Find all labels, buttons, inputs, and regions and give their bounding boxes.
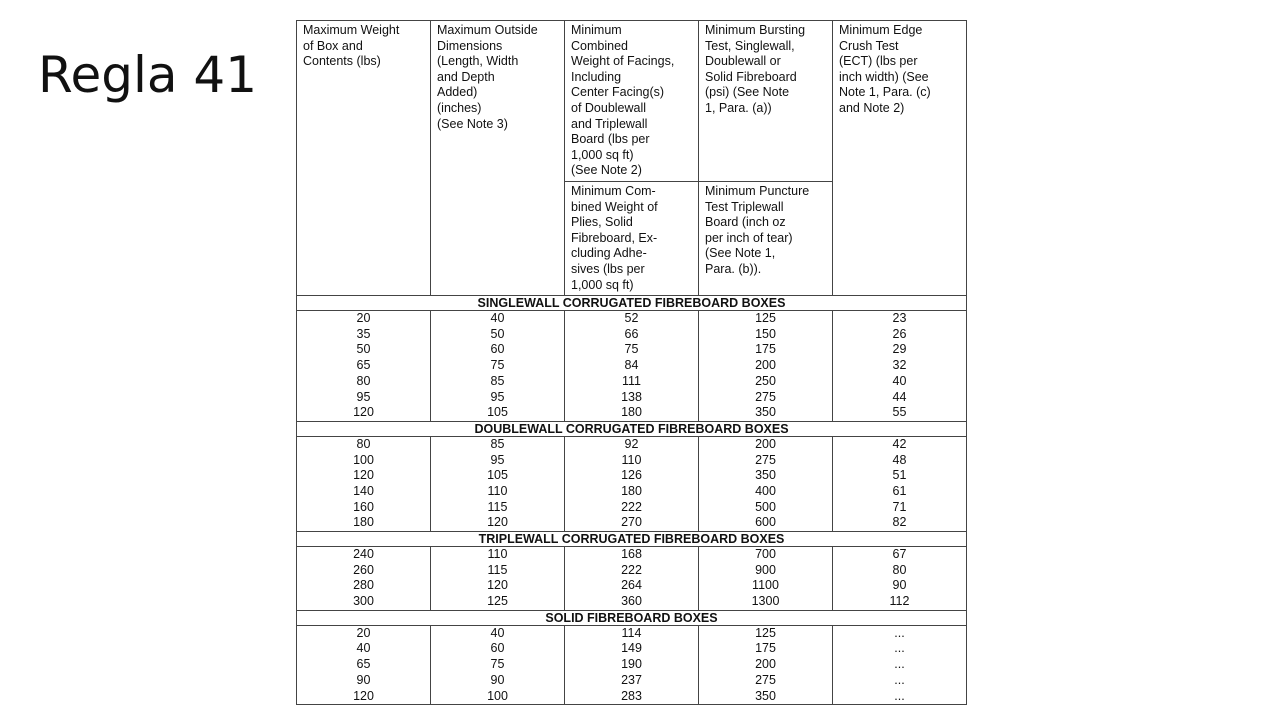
data-column-max-weight xyxy=(297,311,431,422)
header-line: Test, Singlewall, xyxy=(705,38,795,53)
table-cell-value: 50 xyxy=(490,326,505,341)
table-cell-value: 120 xyxy=(353,405,374,420)
header-line: bined Weight of xyxy=(571,199,658,214)
table-cell-value: 20 xyxy=(356,311,371,326)
table-cell-value: 67 xyxy=(892,547,907,562)
header-line: (Length, Width xyxy=(437,54,519,69)
table-cell-value: 400 xyxy=(755,483,776,498)
slide-title: Regla 41 xyxy=(38,46,258,104)
table-cell-value: 100 xyxy=(487,688,508,703)
table-cell-value: 95 xyxy=(490,452,505,467)
section-header-row xyxy=(297,610,967,625)
header-line: Combined xyxy=(571,38,628,53)
table-cell-value: 125 xyxy=(755,625,776,640)
header-line: Minimum Edge xyxy=(839,23,923,37)
header-line: Crush Test xyxy=(839,38,899,53)
data-column-max-dimensions xyxy=(431,625,565,704)
table-cell-value: ... xyxy=(894,625,905,640)
header-line: Maximum Weight xyxy=(303,23,400,37)
data-column-max-dimensions xyxy=(431,436,565,531)
table-cell-value: 190 xyxy=(621,657,642,672)
section-data-row xyxy=(297,547,967,611)
header-line: of Doublewall xyxy=(571,100,647,115)
table-cell-value: 75 xyxy=(490,657,505,672)
header-line: (psi) (See Note xyxy=(705,85,790,100)
table-cell-value: 149 xyxy=(621,641,642,656)
table-cell-value: 71 xyxy=(892,499,907,514)
header-line: Added) xyxy=(437,85,478,100)
header-line: Minimum Puncture xyxy=(705,183,810,198)
header-line: (See Note 2) xyxy=(571,163,642,178)
header-line: Maximum Outside xyxy=(437,23,538,37)
table-cell-value: 90 xyxy=(892,578,907,593)
table-cell-value: 90 xyxy=(490,672,505,687)
table-cell-value: 112 xyxy=(889,594,910,609)
table-cell-value: 280 xyxy=(353,578,374,593)
table-cell-value: 50 xyxy=(356,342,371,357)
table-cell-value: 600 xyxy=(755,515,776,530)
table-cell-value: 44 xyxy=(892,389,907,404)
data-column-min-combined-weight xyxy=(565,436,699,531)
table-cell-value: 55 xyxy=(892,405,907,420)
table-cell-value: 700 xyxy=(755,547,776,562)
table-cell-value: 138 xyxy=(621,389,642,404)
header-line: inch width) (See xyxy=(839,69,929,84)
table-cell-value: ... xyxy=(894,688,905,703)
table-cell-value: 115 xyxy=(487,562,508,577)
table-cell-value: ... xyxy=(894,672,905,687)
table-cell-value: 110 xyxy=(487,483,508,498)
table-cell-value: 75 xyxy=(624,342,639,357)
header-line: Minimum Com- xyxy=(571,183,656,198)
header-line: Minimum xyxy=(571,23,622,37)
table-cell-value: 32 xyxy=(892,358,907,373)
table-cell-value: 168 xyxy=(621,547,642,562)
table-cell-value: 40 xyxy=(490,311,505,326)
table-cell-value: 180 xyxy=(621,483,642,498)
header-line: Including xyxy=(571,69,622,84)
data-column-min-edge-crush-test xyxy=(833,436,967,531)
data-column-min-edge-crush-test xyxy=(833,311,967,422)
table-cell-value: 48 xyxy=(892,452,907,467)
table-cell-value: 120 xyxy=(487,578,508,593)
table-cell-value: 92 xyxy=(624,436,639,451)
header-line: (inches) xyxy=(437,100,482,115)
table-cell-value: 29 xyxy=(892,342,907,357)
data-column-min-combined-weight xyxy=(565,311,699,422)
table-cell-value: 150 xyxy=(755,326,776,341)
section-data-row xyxy=(297,311,967,422)
data-column-min-bursting-test xyxy=(699,436,833,531)
table-cell-value: 180 xyxy=(353,515,374,530)
header-line: Center Facing(s) xyxy=(571,85,665,100)
data-column-min-edge-crush-test xyxy=(833,547,967,611)
table-cell-value: 360 xyxy=(621,594,642,609)
table-cell-value: 26 xyxy=(892,326,907,341)
table-cell-value: 85 xyxy=(490,436,505,451)
header-line: per inch of tear) xyxy=(705,230,793,245)
header-line: and Depth xyxy=(437,69,495,84)
data-column-min-bursting-test xyxy=(699,311,833,422)
table-cell-value: 275 xyxy=(755,389,776,404)
table-cell-value: 66 xyxy=(624,326,639,341)
table-cell-value: 90 xyxy=(356,672,371,687)
table-cell-value: 40 xyxy=(892,373,907,388)
header-line: Test Triplewall xyxy=(705,199,784,214)
table-cell-value: 114 xyxy=(621,625,642,640)
header-line: Note 1, Para. (c) xyxy=(839,85,931,100)
header-line: 1,000 sq ft) xyxy=(571,277,634,292)
data-column-max-dimensions xyxy=(431,311,565,422)
header-max-dimensions xyxy=(431,21,565,296)
header-line: Board (lbs per xyxy=(571,132,650,147)
header-line: Dimensions xyxy=(437,38,503,53)
table-cell-value: 200 xyxy=(755,436,776,451)
table-cell-value: 200 xyxy=(755,657,776,672)
table-cell-value: 110 xyxy=(621,452,642,467)
header-line: 1,000 sq ft) xyxy=(571,147,634,162)
header-line: (See Note 3) xyxy=(437,116,508,131)
data-column-min-bursting-test xyxy=(699,625,833,704)
header-line: and Note 2) xyxy=(839,100,905,115)
table-cell-value: 270 xyxy=(621,515,642,530)
data-column-min-edge-crush-test xyxy=(833,625,967,704)
table-cell-value: 52 xyxy=(624,311,639,326)
header-line: Plies, Solid xyxy=(571,215,633,230)
section-title: SOLID FIBREBOARD BOXES xyxy=(297,610,967,625)
header-min-edge-crush-test xyxy=(833,21,967,296)
data-column-max-weight xyxy=(297,436,431,531)
table-cell-value: 120 xyxy=(353,468,374,483)
table-cell-value: ... xyxy=(894,657,905,672)
table-cell-value: 275 xyxy=(755,452,776,467)
data-column-min-bursting-test xyxy=(699,547,833,611)
table-cell-value: 105 xyxy=(487,468,508,483)
table-cell-value: 80 xyxy=(356,436,371,451)
table-cell-value: 20 xyxy=(356,625,371,640)
section-data-row xyxy=(297,625,967,704)
table-cell-value: 61 xyxy=(892,483,907,498)
table-cell-value: 260 xyxy=(353,562,374,577)
header-line: Fibreboard, Ex- xyxy=(571,230,658,245)
table-cell-value: 500 xyxy=(755,499,776,514)
table-cell-value: 125 xyxy=(487,594,508,609)
section-title: DOUBLEWALL CORRUGATED FIBREBOARD BOXES xyxy=(297,421,967,436)
header-line: sives (lbs per xyxy=(571,261,645,276)
header-line: Weight of Facings, xyxy=(571,54,675,69)
data-column-min-combined-weight xyxy=(565,547,699,611)
table-cell-value: 42 xyxy=(892,436,907,451)
data-column-min-combined-weight xyxy=(565,625,699,704)
table-cell-value: 140 xyxy=(353,483,374,498)
header-line: Board (inch oz xyxy=(705,215,786,230)
table-cell-value: 275 xyxy=(755,672,776,687)
header-min-combined-weight xyxy=(565,21,699,182)
table-cell-value: 80 xyxy=(356,373,371,388)
header-min-bursting-test xyxy=(699,21,833,182)
header-max-weight xyxy=(297,21,431,296)
table-cell-value: 283 xyxy=(621,688,642,703)
table-cell-value: 35 xyxy=(356,326,371,341)
header-line: Para. (b)). xyxy=(705,261,762,276)
header-line: (ECT) (lbs per xyxy=(839,54,918,69)
table-cell-value: 264 xyxy=(621,578,642,593)
table-cell-value: 110 xyxy=(487,547,508,562)
header-line: Minimum Bursting xyxy=(705,23,806,37)
table-cell-value: 111 xyxy=(621,373,641,388)
data-column-max-weight xyxy=(297,625,431,704)
header-line: Solid Fibreboard xyxy=(705,69,797,84)
table-cell-value: 180 xyxy=(621,405,642,420)
section-data-row xyxy=(297,436,967,531)
table-cell-value: 222 xyxy=(621,562,642,577)
table-cell-value: 40 xyxy=(490,625,505,640)
table-cell-value: ... xyxy=(894,641,905,656)
header-line: 1, Para. (a)) xyxy=(705,100,772,115)
table-cell-value: 126 xyxy=(621,468,642,483)
table-cell-value: 75 xyxy=(490,358,505,373)
rule-41-table xyxy=(296,20,967,705)
section-header-row xyxy=(297,421,967,436)
header-line: and Triplewall xyxy=(571,116,648,131)
table-cell-value: 105 xyxy=(487,405,508,420)
table-cell-value: 65 xyxy=(356,358,371,373)
data-column-max-dimensions xyxy=(431,547,565,611)
header-min-plies-weight xyxy=(565,181,699,295)
header-line: of Box and xyxy=(303,38,363,53)
header-line: cluding Adhe- xyxy=(571,246,647,261)
table-cell-value: 82 xyxy=(892,515,907,530)
table-cell-value: 175 xyxy=(755,342,776,357)
table-cell-value: 23 xyxy=(892,311,907,326)
table-cell-value: 60 xyxy=(490,342,505,357)
section-title: SINGLEWALL CORRUGATED FIBREBOARD BOXES xyxy=(297,296,967,311)
header-min-puncture-test xyxy=(699,181,833,295)
table-cell-value: 60 xyxy=(490,641,505,656)
table-cell-value: 237 xyxy=(621,672,642,687)
section-title: TRIPLEWALL CORRUGATED FIBREBOARD BOXES xyxy=(297,532,967,547)
table-cell-value: 350 xyxy=(755,405,776,420)
table-cell-value: 120 xyxy=(487,515,508,530)
table-cell-value: 300 xyxy=(353,594,374,609)
table-cell-value: 240 xyxy=(353,547,374,562)
table-cell-value: 85 xyxy=(490,373,505,388)
table-cell-value: 250 xyxy=(755,373,776,388)
table-cell-value: 350 xyxy=(755,688,776,703)
header-line: Contents (lbs) xyxy=(303,54,381,69)
table-cell-value: 200 xyxy=(755,358,776,373)
table-cell-value: 120 xyxy=(353,688,374,703)
section-header-row xyxy=(297,532,967,547)
table-cell-value: 95 xyxy=(490,389,505,404)
table-cell-value: 40 xyxy=(356,641,371,656)
table-cell-value: 115 xyxy=(487,499,508,514)
section-header-row xyxy=(297,296,967,311)
table-cell-value: 160 xyxy=(353,499,374,514)
header-line: (See Note 1, xyxy=(705,246,776,261)
table-cell-value: 65 xyxy=(356,657,371,672)
table-cell-value: 900 xyxy=(755,562,776,577)
table-cell-value: 175 xyxy=(755,641,776,656)
table-cell-value: 80 xyxy=(892,562,907,577)
table-cell-value: 84 xyxy=(624,358,639,373)
table-cell-value: 1300 xyxy=(751,594,780,609)
table-cell-value: 125 xyxy=(755,311,776,326)
table-cell-value: 1100 xyxy=(752,578,779,593)
table-cell-value: 222 xyxy=(621,499,642,514)
data-column-max-weight xyxy=(297,547,431,611)
table-cell-value: 350 xyxy=(755,468,776,483)
table-cell-value: 95 xyxy=(356,389,371,404)
header-line: Doublewall or xyxy=(705,54,781,69)
table-cell-value: 51 xyxy=(892,468,907,483)
table-cell-value: 100 xyxy=(353,452,374,467)
